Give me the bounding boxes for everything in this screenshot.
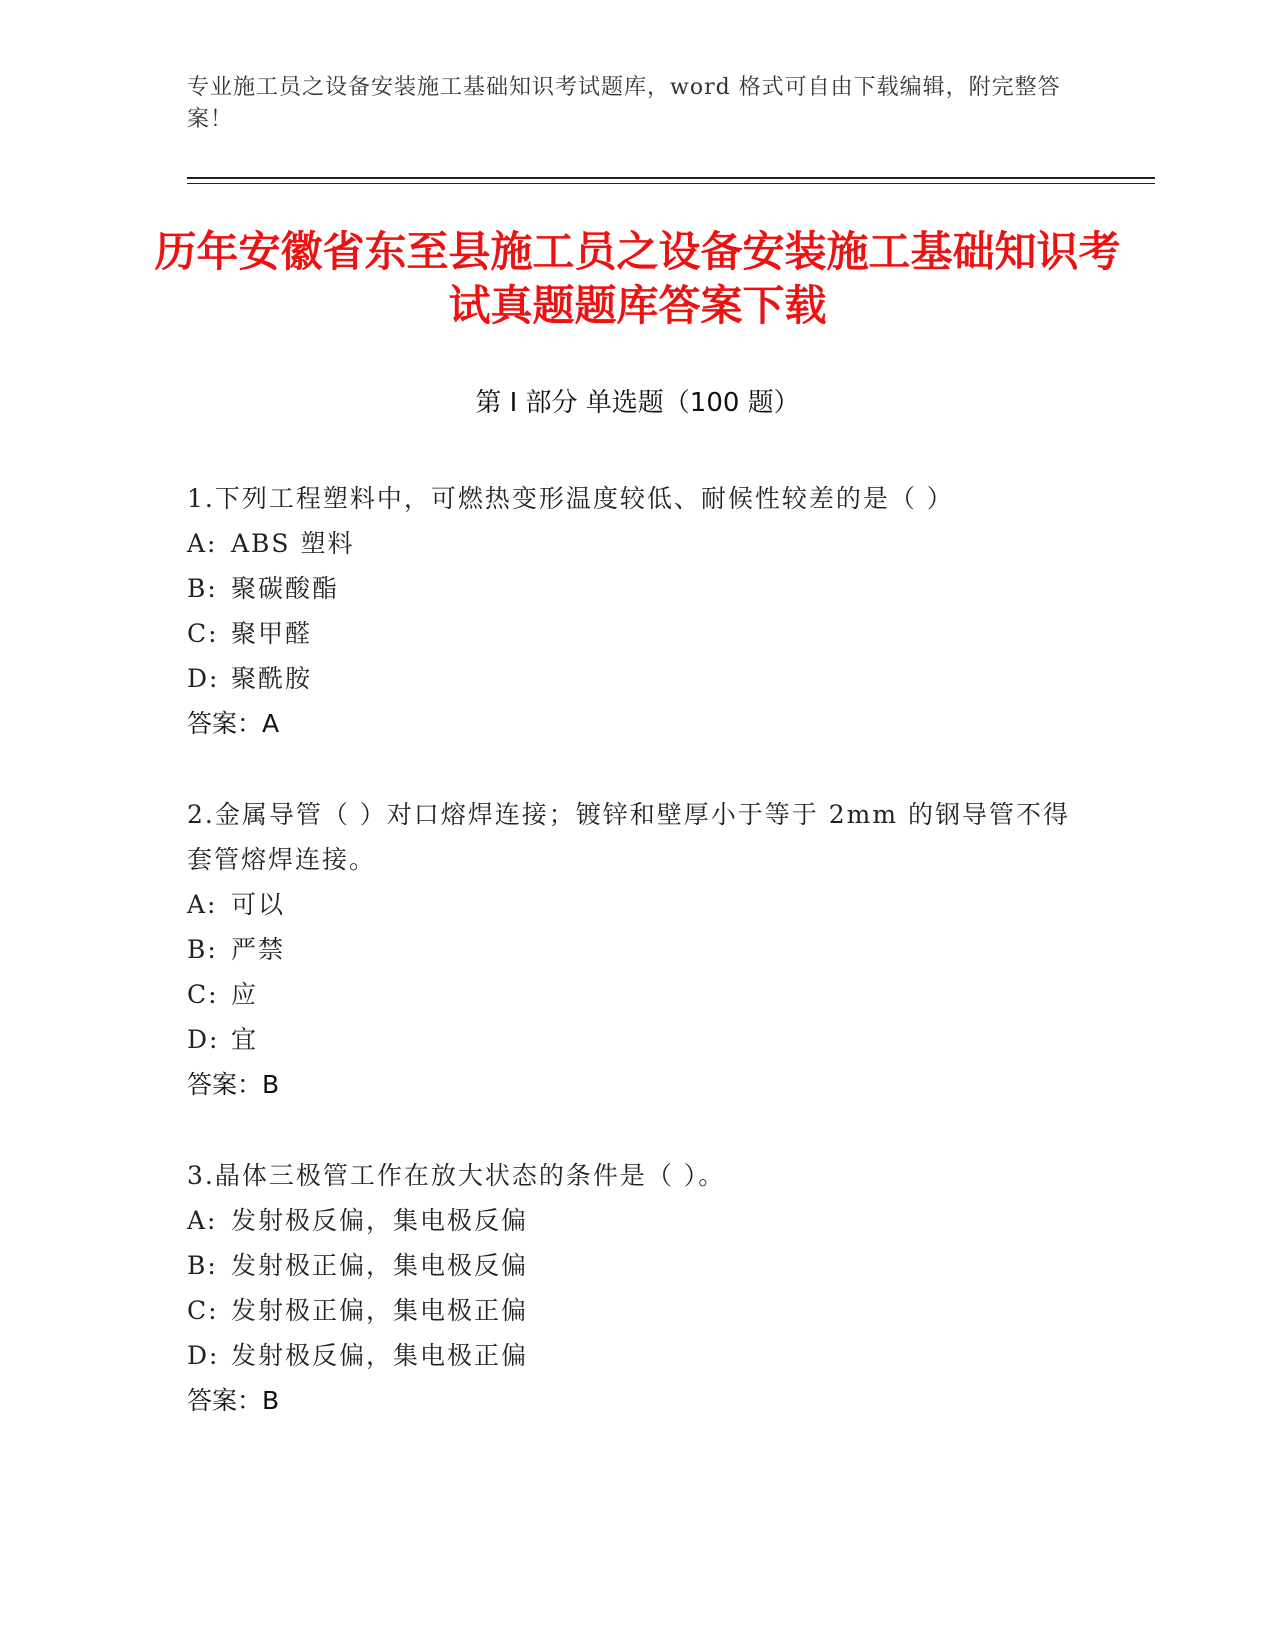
option-text: 宜 bbox=[231, 1025, 259, 1054]
question-stem: 2.金属导管（ ）对口熔焊连接；镀锌和壁厚小于等于 2mm 的钢导管不得套管熔焊连接。 bbox=[187, 800, 1071, 874]
option-key: D: bbox=[187, 664, 220, 693]
section-title: 第 I 部分 单选题（100 题） bbox=[475, 388, 800, 418]
option-a bbox=[187, 882, 1087, 927]
header-rule-thin bbox=[187, 183, 1155, 184]
option-key: B: bbox=[187, 935, 218, 964]
option-text: 聚碳酸酯 bbox=[231, 574, 340, 603]
question-3 bbox=[187, 1153, 1087, 1423]
header-note: 专业施工员之设备安装施工基础知识考试题库，word 格式可自由下载编辑，附完整答案！ bbox=[187, 75, 1061, 132]
option-key: D: bbox=[187, 1341, 220, 1370]
answer: 答案：B bbox=[187, 1070, 280, 1099]
option-text: 聚甲醛 bbox=[231, 619, 313, 648]
option-key: A: bbox=[187, 890, 218, 919]
option-key: B: bbox=[187, 574, 218, 603]
option-a bbox=[187, 521, 1087, 566]
question-list bbox=[187, 476, 1087, 1469]
option-key: A: bbox=[187, 529, 218, 558]
document-title: 历年安徽省东至县施工员之设备安装施工基础知识考试真题题库答案下载 bbox=[154, 227, 1121, 330]
option-key: C: bbox=[187, 980, 219, 1009]
option-a bbox=[187, 1198, 1087, 1243]
option-key: D: bbox=[187, 1025, 220, 1054]
option-c bbox=[187, 972, 1087, 1017]
option-text: 应 bbox=[231, 980, 259, 1009]
option-c bbox=[187, 1288, 1087, 1333]
option-text: 发射极反偏，集电极反偏 bbox=[231, 1206, 529, 1235]
option-d bbox=[187, 656, 1087, 701]
header-rule-thick bbox=[187, 177, 1155, 179]
question-stem: 3.晶体三极管工作在放大状态的条件是（ ）。 bbox=[187, 1161, 726, 1190]
option-text: 聚酰胺 bbox=[231, 664, 313, 693]
option-d bbox=[187, 1333, 1087, 1378]
option-b bbox=[187, 1243, 1087, 1288]
option-text: 可以 bbox=[231, 890, 286, 919]
option-key: C: bbox=[187, 619, 219, 648]
question-2 bbox=[187, 792, 1087, 1107]
question-stem: 1.下列工程塑料中，可燃热变形温度较低、耐候性较差的是（ ） bbox=[187, 484, 954, 513]
option-text: 严禁 bbox=[231, 935, 286, 964]
option-text: 发射极正偏，集电极反偏 bbox=[231, 1251, 529, 1280]
option-b bbox=[187, 566, 1087, 611]
answer: 答案：B bbox=[187, 1386, 280, 1415]
option-b bbox=[187, 927, 1087, 972]
option-text: 发射极反偏，集电极正偏 bbox=[231, 1341, 529, 1370]
answer: 答案：A bbox=[187, 709, 280, 738]
option-text: ABS 塑料 bbox=[231, 529, 355, 558]
option-text: 发射极正偏，集电极正偏 bbox=[231, 1296, 529, 1325]
option-c bbox=[187, 611, 1087, 656]
option-key: C: bbox=[187, 1296, 219, 1325]
option-key: A: bbox=[187, 1206, 218, 1235]
question-1 bbox=[187, 476, 1087, 746]
option-key: B: bbox=[187, 1251, 218, 1280]
option-d bbox=[187, 1017, 1087, 1062]
